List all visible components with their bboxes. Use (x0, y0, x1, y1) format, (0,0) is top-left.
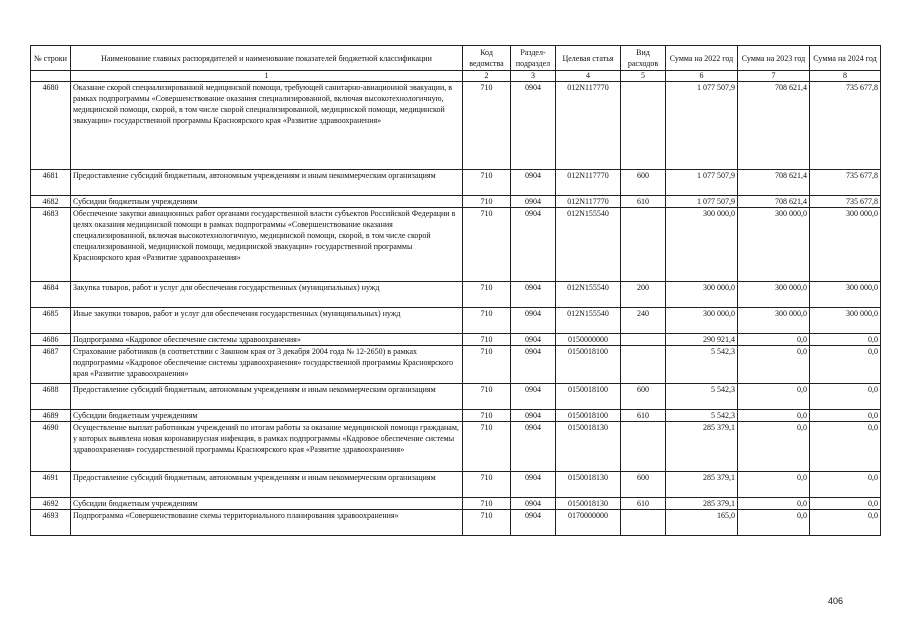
sum-2022: 1 077 507,9 (666, 170, 738, 196)
sum-2022: 285 379,1 (666, 472, 738, 498)
sum-2022: 300 000,0 (666, 208, 738, 282)
sum-2023: 708 621,4 (738, 170, 810, 196)
table-row (31, 82, 881, 170)
section-code: 0904 (511, 196, 556, 208)
expense-type-code (621, 346, 666, 384)
sum-2024: 0,0 (810, 384, 881, 410)
page-number: 406 (828, 596, 844, 606)
header-row (31, 46, 881, 71)
department-code: 710 (463, 498, 511, 510)
sum-2024: 0,0 (810, 472, 881, 498)
section-code: 0904 (511, 472, 556, 498)
row-number: 4693 (31, 510, 71, 536)
table-body (31, 82, 881, 536)
sum-2023: 0,0 (738, 346, 810, 384)
row-number: 4685 (31, 308, 71, 334)
department-code: 710 (463, 510, 511, 536)
expense-type-code: 610 (621, 196, 666, 208)
department-code: 710 (463, 384, 511, 410)
section-code: 0904 (511, 422, 556, 472)
sum-2024: 300 000,0 (810, 308, 881, 334)
department-code: 710 (463, 346, 511, 384)
sum-2023: 300 000,0 (738, 308, 810, 334)
sum-2024: 0,0 (810, 410, 881, 422)
target-item-code: 0150018130 (556, 422, 621, 472)
department-code: 710 (463, 170, 511, 196)
column-number: 2 (463, 71, 511, 82)
row-name: Субсидии бюджетным учреждениям (71, 196, 463, 208)
row-name: Осуществление выплат работникам учреждений по итогам работы за оказание медицинской помощи гражданам, у которых выявлена новая коронавирусная инфекция, в рамках подпрограммы «Кадровое обеспечение системы здравоохранения» государственной программы Красноярского края «Развитие здравоохранения» (71, 422, 463, 472)
table-row (31, 410, 881, 422)
department-code: 710 (463, 282, 511, 308)
table-row (31, 170, 881, 196)
column-number: 7 (738, 71, 810, 82)
row-name: Подпрограмма «Кадровое обеспечение системы здравоохранения» (71, 334, 463, 346)
section-code: 0904 (511, 498, 556, 510)
row-name: Предоставление субсидий бюджетным, автономным учреждениям и иным некоммерческим организациям (71, 170, 463, 196)
section-code: 0904 (511, 410, 556, 422)
department-code: 710 (463, 410, 511, 422)
sum-2022: 5 542,3 (666, 384, 738, 410)
sum-2022: 1 077 507,9 (666, 196, 738, 208)
sum-2023: 0,0 (738, 472, 810, 498)
expense-type-code (621, 334, 666, 346)
sum-2024: 0,0 (810, 346, 881, 384)
row-name: Страхование работников (в соответствии с Законом края от 3 декабря 2004 года № 12-2650) в рамках подпрограммы «Кадровое обеспечение системы здравоохранения» государственной программы Красноярского края «Развитие здравоохранения» (71, 346, 463, 384)
table-row (31, 384, 881, 410)
expense-type-code: 610 (621, 498, 666, 510)
table-row (31, 498, 881, 510)
column-number: 3 (511, 71, 556, 82)
header-sum-2022: Сумма на 2022 год (666, 46, 738, 71)
table-row (31, 208, 881, 282)
budget-table (30, 45, 881, 536)
target-item-code: 0150000000 (556, 334, 621, 346)
row-number: 4690 (31, 422, 71, 472)
sum-2023: 0,0 (738, 384, 810, 410)
sum-2022: 5 542,3 (666, 410, 738, 422)
sum-2022: 285 379,1 (666, 422, 738, 472)
section-code: 0904 (511, 282, 556, 308)
header-expense-type: Вид расходов (621, 46, 666, 71)
sum-2024: 0,0 (810, 510, 881, 536)
row-number: 4683 (31, 208, 71, 282)
expense-type-code: 610 (621, 410, 666, 422)
table-row (31, 472, 881, 498)
row-name: Оказание скорой специализированной медицинской помощи, требующей санитарно-авиационной эвакуации, в рамках подпрограммы «Совершенствование оказания специализированной, включая высокотехнологичную, медицинской помощи, скорой, в том числе скорой специализированной, медицинской помощи, медицинской эвакуации» государственной программы Красноярского края «Развитие здравоохранения» (71, 82, 463, 170)
department-code: 710 (463, 308, 511, 334)
sum-2022: 1 077 507,9 (666, 82, 738, 170)
header-sum-2023: Сумма на 2023 год (738, 46, 810, 71)
row-name: Обеспечение закупки авиационных работ органами государственной власти субъектов Российской Федерации в целях оказания медицинской помощи в рамках подпрограммы «Совершенствование оказания специализированной, включая высокотехнологичную, медицинской помощи, скорой, в том числе скорой специализированной, медицинской помощи, медицинской эвакуации» государственной программы Красноярского края «Развитие здравоохранения» (71, 208, 463, 282)
column-number (31, 71, 71, 82)
column-number: 8 (810, 71, 881, 82)
table-row (31, 334, 881, 346)
sum-2023: 708 621,4 (738, 196, 810, 208)
sum-2023: 0,0 (738, 334, 810, 346)
table-row (31, 422, 881, 472)
sum-2023: 0,0 (738, 410, 810, 422)
sum-2023: 0,0 (738, 422, 810, 472)
expense-type-code (621, 422, 666, 472)
expense-type-code: 200 (621, 282, 666, 308)
row-number: 4681 (31, 170, 71, 196)
expense-type-code: 600 (621, 170, 666, 196)
table-row (31, 510, 881, 536)
section-code: 0904 (511, 510, 556, 536)
department-code: 710 (463, 82, 511, 170)
row-name: Закупка товаров, работ и услуг для обеспечения государственных (муниципальных) нужд (71, 282, 463, 308)
sum-2022: 300 000,0 (666, 282, 738, 308)
sum-2023: 0,0 (738, 510, 810, 536)
expense-type-code (621, 208, 666, 282)
row-number: 4691 (31, 472, 71, 498)
section-code: 0904 (511, 384, 556, 410)
sum-2024: 0,0 (810, 334, 881, 346)
sum-2022: 290 921,4 (666, 334, 738, 346)
table-row (31, 196, 881, 208)
sum-2024: 735 677,8 (810, 170, 881, 196)
row-name: Предоставление субсидий бюджетным, автономным учреждениям и иным некоммерческим организациям (71, 384, 463, 410)
section-code: 0904 (511, 208, 556, 282)
header-target-item: Целевая статья (556, 46, 621, 71)
row-number: 4692 (31, 498, 71, 510)
sum-2023: 300 000,0 (738, 208, 810, 282)
target-item-code: 0150018100 (556, 384, 621, 410)
target-item-code: 0150018100 (556, 410, 621, 422)
target-item-code: 0170000000 (556, 510, 621, 536)
sum-2024: 735 677,8 (810, 196, 881, 208)
sum-2022: 300 000,0 (666, 308, 738, 334)
row-number: 4684 (31, 282, 71, 308)
sum-2023: 708 621,4 (738, 82, 810, 170)
department-code: 710 (463, 208, 511, 282)
column-number: 1 (71, 71, 463, 82)
sum-2023: 300 000,0 (738, 282, 810, 308)
row-name: Субсидии бюджетным учреждениям (71, 410, 463, 422)
sum-2022: 5 542,3 (666, 346, 738, 384)
row-number: 4686 (31, 334, 71, 346)
expense-type-code (621, 510, 666, 536)
target-item-code: 0150018100 (556, 346, 621, 384)
department-code: 710 (463, 422, 511, 472)
target-item-code: 012N117770 (556, 196, 621, 208)
row-name: Предоставление субсидий бюджетным, автономным учреждениям и иным некоммерческим организациям (71, 472, 463, 498)
row-number: 4687 (31, 346, 71, 384)
column-number: 6 (666, 71, 738, 82)
column-number: 5 (621, 71, 666, 82)
row-name: Иные закупки товаров, работ и услуг для обеспечения государственных (муниципальных) нужд (71, 308, 463, 334)
budget-table-page (30, 45, 880, 536)
row-name: Подпрограмма «Совершенствование схемы территориального планирования здравоохранения» (71, 510, 463, 536)
target-item-code: 012N117770 (556, 82, 621, 170)
target-item-code: 0150018130 (556, 498, 621, 510)
sum-2022: 285 379,1 (666, 498, 738, 510)
department-code: 710 (463, 196, 511, 208)
section-code: 0904 (511, 346, 556, 384)
table-row (31, 308, 881, 334)
row-number: 4688 (31, 384, 71, 410)
target-item-code: 0150018130 (556, 472, 621, 498)
table-row (31, 346, 881, 384)
department-code: 710 (463, 472, 511, 498)
header-name: Наименование главных распорядителей и наименование показателей бюджетной классификации (71, 46, 463, 71)
header-sum-2024: Сумма на 2024 год (810, 46, 881, 71)
section-code: 0904 (511, 170, 556, 196)
table-row (31, 282, 881, 308)
row-name: Субсидии бюджетным учреждениям (71, 498, 463, 510)
sum-2024: 300 000,0 (810, 282, 881, 308)
row-number: 4680 (31, 82, 71, 170)
target-item-code: 012N155540 (556, 282, 621, 308)
header-department-code: Код ведомства (463, 46, 511, 71)
sum-2022: 165,0 (666, 510, 738, 536)
sum-2024: 300 000,0 (810, 208, 881, 282)
expense-type-code (621, 82, 666, 170)
expense-type-code: 240 (621, 308, 666, 334)
column-number: 4 (556, 71, 621, 82)
row-number: 4689 (31, 410, 71, 422)
expense-type-code: 600 (621, 472, 666, 498)
expense-type-code: 600 (621, 384, 666, 410)
row-number: 4682 (31, 196, 71, 208)
section-code: 0904 (511, 334, 556, 346)
section-code: 0904 (511, 82, 556, 170)
target-item-code: 012N117770 (556, 170, 621, 196)
department-code: 710 (463, 334, 511, 346)
sum-2024: 0,0 (810, 498, 881, 510)
header-row-number: № строки (31, 46, 71, 71)
column-number-row (31, 71, 881, 82)
target-item-code: 012N155540 (556, 308, 621, 334)
target-item-code: 012N155540 (556, 208, 621, 282)
section-code: 0904 (511, 308, 556, 334)
sum-2024: 0,0 (810, 422, 881, 472)
header-section: Раздел-подраздел (511, 46, 556, 71)
sum-2024: 735 677,8 (810, 82, 881, 170)
sum-2023: 0,0 (738, 498, 810, 510)
